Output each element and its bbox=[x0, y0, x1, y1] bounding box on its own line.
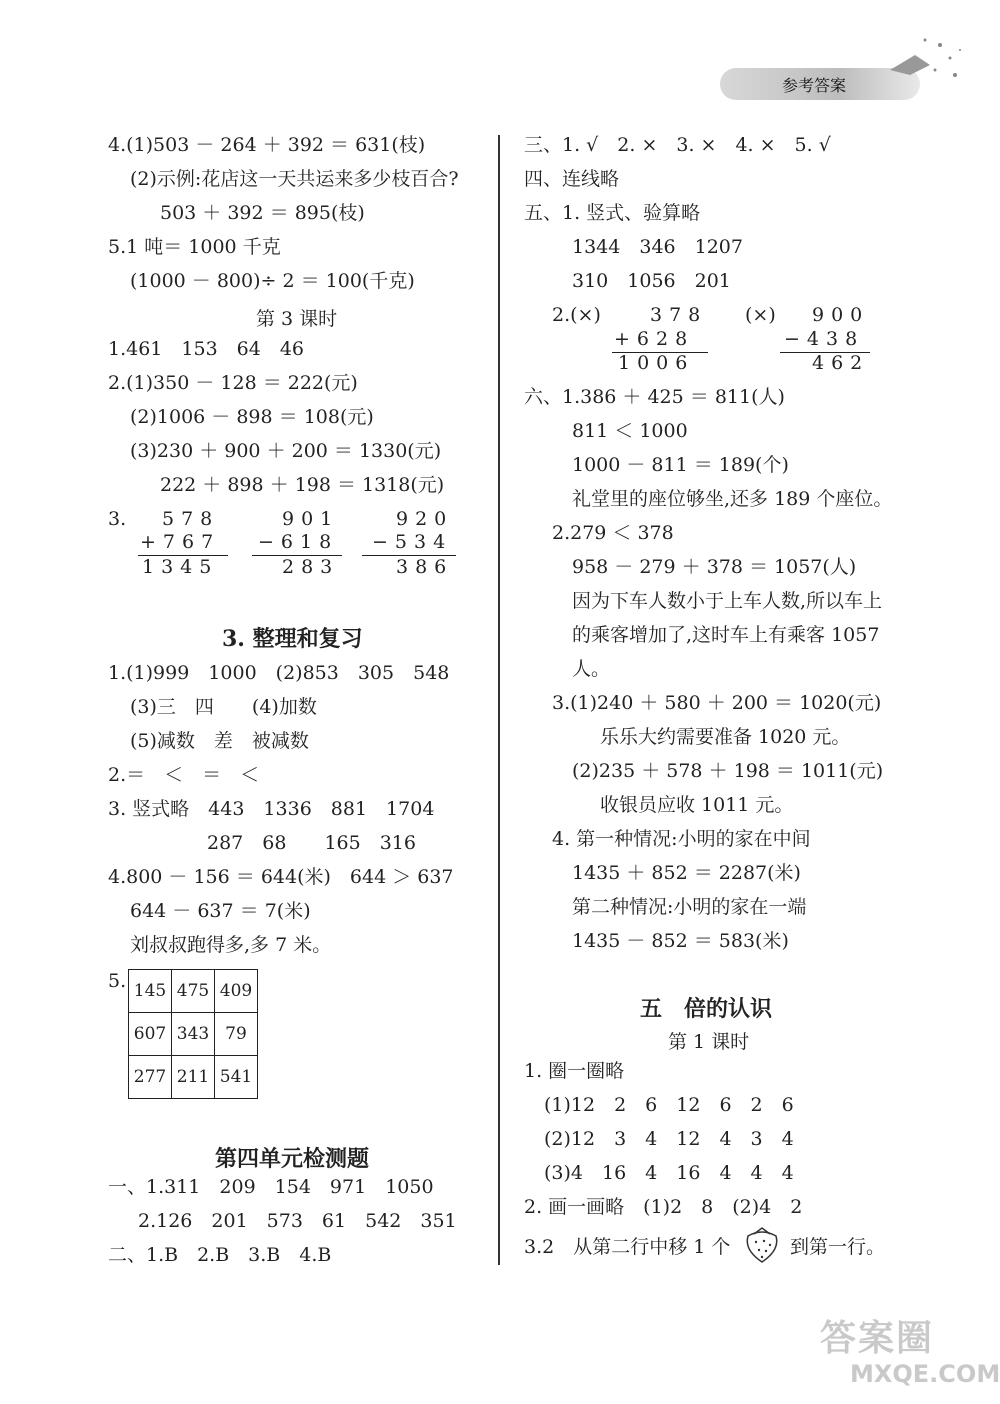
lesson-subtitle: 第 3 课时 bbox=[256, 308, 338, 330]
calc-operand: −534 bbox=[372, 531, 453, 553]
text-line: 因为下车人数小于上车人数,所以车上 bbox=[572, 590, 883, 612]
table-row bbox=[129, 1056, 258, 1099]
calc-operand: +767 bbox=[140, 531, 221, 553]
section-heading: 五 倍的认识 bbox=[640, 996, 773, 1022]
text-line: 四、连线略 bbox=[524, 168, 620, 190]
text-line: (×) bbox=[745, 304, 776, 326]
table-cell: 79 bbox=[215, 1013, 258, 1056]
table-cell: 343 bbox=[172, 1013, 215, 1056]
text-line: 3.(1)240 ＋ 580 ＋ 200 ＝ 1020(元) bbox=[552, 692, 882, 714]
text-line: 503 ＋ 392 ＝ 895(枝) bbox=[160, 202, 365, 224]
text-line: 222 ＋ 898 ＋ 198 ＝ 1318(元) bbox=[160, 474, 445, 496]
text-line: 人。 bbox=[572, 658, 611, 680]
text-line: 1.(1)999 1000 (2)853 305 548 bbox=[108, 662, 450, 684]
watermark-url: MXQE.COM bbox=[850, 1360, 1000, 1388]
text-line: 2. 画一画略 (1)2 8 (2)4 2 bbox=[524, 1196, 803, 1218]
calc-operand: +628 bbox=[614, 328, 695, 350]
calc-operand: −438 bbox=[784, 328, 865, 350]
text-line: 4.800 － 156 ＝ 644(米) 644 ＞ 637 bbox=[108, 866, 454, 888]
calc-operand: 378 bbox=[650, 304, 708, 326]
calc-result: 386 bbox=[396, 556, 454, 578]
sparkle-decoration-icon bbox=[880, 30, 970, 90]
text-line: (3)230 ＋ 900 ＋ 200 ＝ 1330(元) bbox=[130, 440, 442, 462]
text-line: 3.2 从第二行中移 1 个 bbox=[524, 1236, 731, 1258]
calc-operand: 920 bbox=[396, 508, 454, 530]
text-line: 第二种情况:小明的家在一端 bbox=[572, 896, 807, 918]
text-line: 1435 － 852 ＝ 583(米) bbox=[572, 930, 789, 952]
text-line: 958 － 279 ＋ 378 ＝ 1057(人) bbox=[572, 556, 857, 578]
table-cell: 145 bbox=[129, 970, 172, 1013]
column-divider bbox=[498, 135, 500, 1265]
text-line: (3)三 四 (4)加数 bbox=[130, 696, 317, 718]
table-row bbox=[129, 970, 258, 1013]
text-line: (2)12 3 4 12 4 3 4 bbox=[544, 1128, 794, 1150]
table-cell: 277 bbox=[129, 1056, 172, 1099]
text-line: (5)减数 差 被减数 bbox=[130, 730, 309, 752]
magic-square-table bbox=[128, 969, 258, 1099]
text-line: (3)4 16 4 16 4 4 4 bbox=[544, 1162, 794, 1184]
text-line: 刘叔叔跑得多,多 7 米。 bbox=[130, 934, 332, 956]
banner-label: 参考答案 bbox=[782, 76, 847, 95]
watermark-logo: 答案圈 bbox=[820, 1318, 935, 1359]
text-line: 五、1. 竖式、验算略 bbox=[524, 202, 701, 224]
text-line: 5.1 吨＝ 1000 千克 bbox=[108, 236, 281, 258]
text-line: 收银员应收 1011 元。 bbox=[600, 794, 794, 816]
table-cell: 409 bbox=[215, 970, 258, 1013]
text-line: 1. 圈一圈略 bbox=[524, 1060, 625, 1082]
text-line: 5. bbox=[108, 970, 127, 992]
text-line: (1000 － 800)÷ 2 ＝ 100(千克) bbox=[130, 270, 415, 292]
text-line: 4. 第一种情况:小明的家在中间 bbox=[552, 828, 811, 850]
calc-operand: 901 bbox=[282, 508, 340, 530]
text-line: 二、1.B 2.B 3.B 4.B bbox=[108, 1244, 332, 1266]
text-line: 1000 － 811 ＝ 189(个) bbox=[572, 454, 789, 476]
table-cell: 475 bbox=[172, 970, 215, 1013]
text-line: 三、1. √ 2. × 3. × 4. × 5. √ bbox=[524, 134, 831, 156]
calc-result: 283 bbox=[282, 556, 340, 578]
text-line: 2.279 ＜ 378 bbox=[552, 522, 674, 544]
text-line: (2)235 ＋ 578 ＋ 198 ＝ 1011(元) bbox=[572, 760, 884, 782]
text-line: (2)1006 － 898 ＝ 108(元) bbox=[130, 406, 374, 428]
table-cell: 541 bbox=[215, 1056, 258, 1099]
text-line: 1344 346 1207 bbox=[572, 236, 743, 258]
calc-result: 1006 bbox=[618, 352, 695, 374]
section-heading: 3. 整理和复习 bbox=[222, 626, 363, 652]
table-cell: 211 bbox=[172, 1056, 215, 1099]
calc-result: 1345 bbox=[142, 556, 219, 578]
text-line: 2.(1)350 － 128 ＝ 222(元) bbox=[108, 372, 358, 394]
text-line: 1.461 153 64 46 bbox=[108, 338, 305, 360]
table-row bbox=[129, 1013, 258, 1056]
text-line: 2.＝ ＜ ＝ ＜ bbox=[108, 764, 260, 786]
text-line: 2.(×) bbox=[552, 304, 601, 326]
calc-result: 462 bbox=[812, 352, 870, 374]
section-heading: 第四单元检测题 bbox=[215, 1146, 370, 1172]
text-line: 3. 竖式略 443 1336 881 1704 bbox=[108, 798, 435, 820]
text-line: 一、1.311 209 154 971 1050 bbox=[108, 1176, 434, 1198]
table-cell: 607 bbox=[129, 1013, 172, 1056]
text-line: 4.(1)503 － 264 ＋ 392 ＝ 631(枝) bbox=[108, 134, 426, 156]
text-line: 2.126 201 573 61 542 351 bbox=[138, 1210, 457, 1232]
text-line: 礼堂里的座位够坐,还多 189 个座位。 bbox=[572, 488, 893, 510]
text-line: 3. bbox=[108, 508, 127, 530]
calc-operand: 578 bbox=[162, 508, 220, 530]
text-line: 287 68 165 316 bbox=[207, 832, 416, 854]
lesson-subtitle: 第 1 课时 bbox=[668, 1031, 750, 1053]
text-line: 的乘客增加了,这时车上有乘客 1057 bbox=[572, 624, 880, 646]
text-line: (1)12 2 6 12 6 2 6 bbox=[544, 1094, 794, 1116]
text-line: 644 － 637 ＝ 7(米) bbox=[130, 900, 311, 922]
text-line: 乐乐大约需要准备 1020 元。 bbox=[600, 726, 851, 748]
calc-operand: 900 bbox=[812, 304, 870, 326]
text-line: 六、1.386 ＋ 425 ＝ 811(人) bbox=[524, 386, 785, 408]
text-line: (2)示例:花店这一天共运来多少枝百合? bbox=[130, 168, 459, 190]
calc-operand: −618 bbox=[258, 531, 339, 553]
text-line: 811 ＜ 1000 bbox=[572, 420, 688, 442]
text-line: 310 1056 201 bbox=[572, 270, 731, 292]
text-line: 到第一行。 bbox=[790, 1236, 886, 1258]
text-line: 1435 ＋ 852 ＝ 2287(米) bbox=[572, 862, 801, 884]
strawberry-icon bbox=[740, 1224, 784, 1266]
